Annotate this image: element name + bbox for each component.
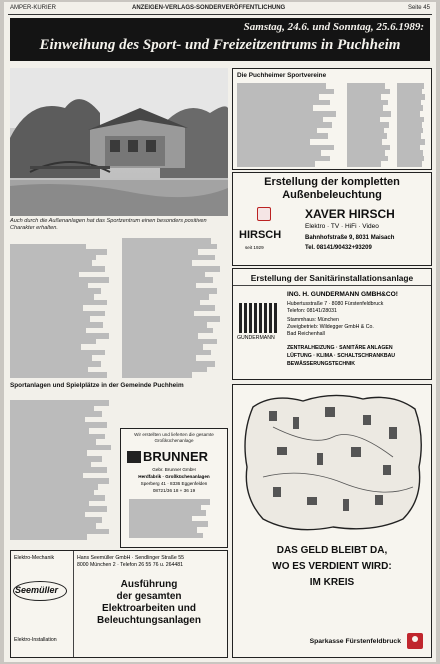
gundermann-line7: LÜFTUNG · KLIMA · SCHALTSCHRANKBAU	[287, 353, 396, 359]
newspaper-page	[4, 2, 436, 662]
seemueller-foot: Elektro-Installation	[14, 637, 57, 643]
hirsch-ad	[232, 172, 432, 266]
brunner-intro: Wir erstellten und lieferten die gesamte Großküchenanlage	[134, 432, 214, 443]
building-photo-image	[10, 68, 228, 216]
sport-clubs-list	[237, 83, 345, 167]
header-page-number: Seite 45	[407, 5, 430, 11]
sparkasse-line1: DAS GELD BLEIBT DA,	[276, 545, 388, 556]
hirsch-name: XAVER HIRSCH	[305, 207, 395, 221]
header-left: AMPER-KURIER	[10, 5, 57, 11]
seemueller-divider	[73, 551, 74, 657]
sport-clubs-phones	[397, 83, 427, 167]
banner-date: Samstag, 24.6. und Sonntag, 25.6.1989:	[243, 21, 424, 33]
timetable-right	[122, 238, 228, 378]
gundermann-ad	[232, 268, 432, 380]
gundermann-headline: Erstellung der Sanitärinstallationsanlage	[250, 273, 414, 283]
sparkasse-slogan	[233, 543, 431, 591]
building-photo	[10, 68, 228, 216]
gundermann-logo: GUNDERMANN	[237, 335, 275, 341]
page-header	[4, 2, 436, 14]
sport-clubs-contacts	[347, 83, 395, 167]
timetable-left	[10, 238, 118, 378]
gundermann-line2: Telefon: 08141/28031	[287, 308, 337, 314]
seemueller-addr2: 8000 München 2 · Telefon 26 55 76 u. 264481	[77, 562, 184, 568]
seemueller-head: Elektro-Mechanik	[14, 555, 55, 561]
seemueller-slogan	[75, 579, 223, 627]
hirsch-phone: Tel. 08141/90432+93209	[305, 245, 372, 251]
gundermann-line5: Bad Reichenhall	[287, 331, 325, 337]
sparkasse-name: Sparkasse Fürstenfeldbruck	[309, 638, 401, 645]
gundermann-logo-icon	[239, 303, 279, 333]
gundermann-line3: Stammhaus: München	[287, 317, 339, 323]
sport-facilities-list	[10, 400, 120, 540]
hirsch-logo: HIRSCH	[239, 229, 282, 241]
brunner-details	[129, 499, 219, 538]
deer-icon	[257, 207, 271, 221]
brunner-sub: Gebr. Brunner GmbH	[152, 467, 196, 472]
gundermann-line1: Hubertusstraße 7 · 8080 Fürstenfeldbruck	[287, 301, 384, 307]
district-map-illustration	[233, 387, 431, 537]
seemueller-addr1: Hans Seemüller GmbH · Sendlinger Straße 55	[77, 555, 184, 561]
gundermann-line8: BEWÄSSERUNGSTECHNIK	[287, 361, 356, 367]
gundermann-divider	[233, 285, 431, 286]
brunner-sub2: Herdfabrik · Großküchenanlagen	[138, 474, 210, 479]
hirsch-sub: Elektro · TV · HiFi · Video	[305, 223, 379, 230]
photo-caption: Auch durch die Außenanlagen hat das Sportzentrum einen besonders positiven Charakter erhalten.	[10, 218, 207, 231]
brunner-name: BRUNNER	[143, 449, 208, 464]
gundermann-line6: ZENTRALHEIZUNG · SANITÄRE ANLAGEN	[287, 345, 393, 351]
brunner-ad	[120, 428, 228, 548]
banner-title: Einweihung des Sport- und Freizeitzentrums in Puchheim	[39, 37, 401, 53]
sparkasse-line2: WO ES VERDIENT WIRD:	[272, 561, 392, 572]
hirsch-headline: Erstellung der kompletten Außenbeleuchtung	[264, 176, 400, 201]
seemueller-logo: Seemüller	[15, 585, 59, 595]
headline-banner	[10, 18, 430, 61]
hirsch-address: Bahnhofstraße 9, 8031 Maisach	[305, 235, 395, 241]
sport-clubs-title: Die Puchheimer Sportvereine	[237, 72, 327, 79]
seemueller-t3: Elektroarbeiten und	[102, 603, 196, 614]
sparkasse-line3: IM KREIS	[309, 577, 355, 588]
brunner-phone: 08721/36 18 + 36 19	[152, 488, 196, 493]
gundermann-name: ING. H. GUNDERMANN GMBH&CO!	[287, 291, 398, 298]
header-rule	[8, 14, 432, 15]
seemueller-t4: Beleuchtungsanlagen	[97, 615, 201, 626]
brunner-logo-icon	[127, 451, 141, 463]
header-center: ANZEIGEN-VERLAGS-SONDERVERÖFFENTLICHUNG	[132, 5, 286, 11]
hirsch-since: seit 1929	[245, 245, 264, 250]
sparkasse-ad	[232, 384, 432, 658]
sparkasse-logo-icon	[407, 633, 423, 649]
seemueller-ad	[10, 550, 228, 658]
seemueller-t2: der gesamten	[116, 591, 182, 602]
brunner-address: Sperberg 41 · 8336 Eggenfelden	[140, 481, 208, 486]
sport-facilities-title: Sportanlagen und Spielplätze in der Gemeinde Puchheim	[10, 382, 184, 389]
sport-clubs-box	[232, 68, 432, 170]
gundermann-line4: Zweigbetrieb: Wildegger GmbH & Co.	[287, 324, 374, 330]
seemueller-t1: Ausführung	[120, 579, 178, 590]
